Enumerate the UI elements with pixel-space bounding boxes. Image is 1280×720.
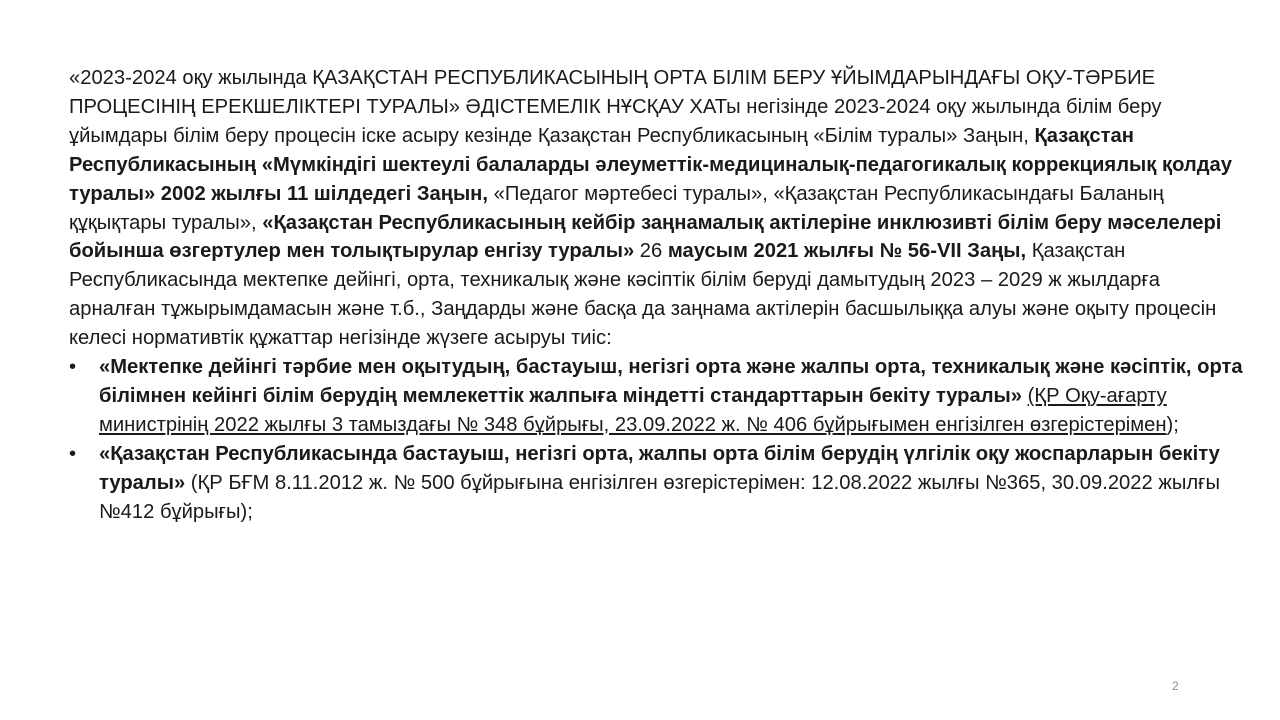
page-number: 2 [1172,679,1179,693]
intro-text-2: «Педагог мәртебесі туралы», «Қазақстан Республикасындағы Баланың құқықтары туралы», [69,182,1164,234]
slide-body [69,64,1244,527]
intro-bold-law-3: маусым 2021 жылғы № 56-VII Заңы, [667,240,1027,263]
bullet-2-reference: (ҚР БҒМ 8.11.2012 ж. № 500 бұйрығына енгізілген өзгерістерімен: 12.08.2022 жылғы №365, 30.09.2022 жылғы №412 бұйрығы); [99,471,1220,523]
intro-bold-law-2: «Қазақстан Республикасының кейбір заңнамалық актілеріне инклюзивті білім беру мәселелері бойынша өзгертулер мен толықтырулар енгізу туралы» [69,211,1222,263]
intro-text-1: «2023-2024 оқу жылында ҚАЗАҚСТАН РЕСПУБЛИКАСЫНЫҢ ОРТА БІЛІМ БЕРУ ҰЙЫМДАРЫНДАҒЫ ОҚУ-ТӘРБИЕ ПРОЦЕСІНІҢ ЕРЕКШЕЛІКТЕРІ ТУРАЛЫ» ӘДІСТЕМЕЛІК НҰСҚАУ ХАТы негізінде 2023-2024 оқу жылында білім беру ұйымдары білім беру процесін іске асыру кезінде Қазақстан Республикасының «Білім туралы» Заңын, [69,67,1162,147]
bullet-1-tail: ); [1166,413,1179,436]
bullet-2-title: «Қазақстан Республикасында бастауыш, негізгі орта, жалпы орта білім берудің үлгілік оқу жоспарларын бекіту туралы» [99,442,1220,494]
list-item [69,353,1244,440]
bullet-1-title: «Мектепке дейінгі тәрбие мен оқытудың, бастауыш, негізгі орта және жалпы орта, техникалық және кәсіптік, орта білімнен кейінгі білім берудің мемлекеттік жалпыға міндетті стандарттарын бекіту туралы» [99,356,1243,407]
intro-text-3: 26 [634,240,668,263]
bullet-list [69,353,1244,526]
intro-bold-law-1: Қазақстан Республикасының «Мүмкіндігі шектеулі балаларды әлеуметтік-медициналық-педагогикалық коррекциялық қолдау туралы» 2002 жылғы 11 шілдедегі Заңын, [69,124,1233,205]
intro-paragraph [69,64,1244,353]
bullet-icon: • [69,442,77,465]
bullet-icon: • [69,356,77,379]
bullet-1-reference: (ҚР Оқу-ағарту министрінің 2022 жылғы 3 тамыздағы № 348 бұйрығы, 23.09.2022 ж. № 406 бұйрығымен енгізілген өзгерістерімен [99,384,1167,436]
intro-text-4: Қазақстан Республикасында мектепке дейінгі, орта, техникалық және кәсіптік білім беруді дамытудың 2023 – 2029 ж жылдарға арналған тұжырымдамасын және т.б., Заңдарды және басқа да заңнама актілерін басшылыққа алуы және оқыту процесін келесі нормативтік құжаттар негізінде жүзеге асыруы тиіс: [69,240,1217,350]
list-item [69,440,1244,527]
